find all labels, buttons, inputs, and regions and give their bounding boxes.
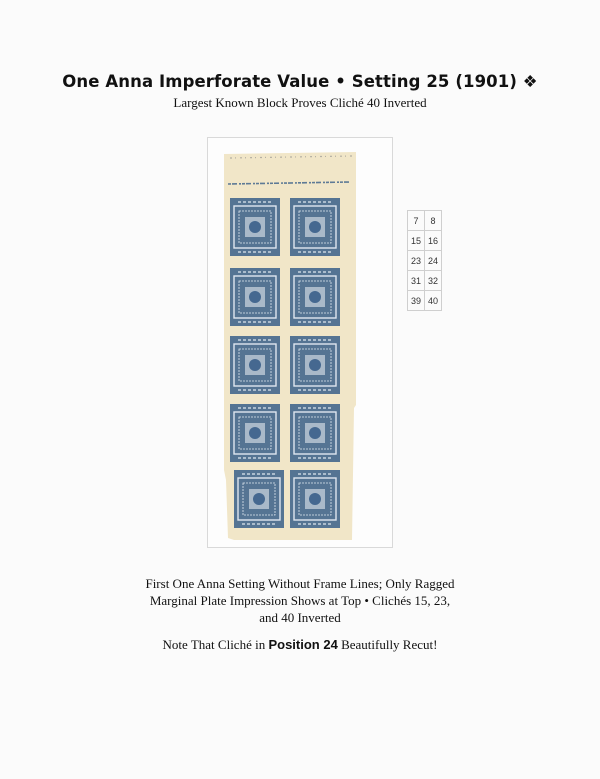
position-cell: 8 [425, 211, 442, 231]
stamp-cliche [234, 470, 284, 528]
position-grid-row [408, 291, 442, 311]
page-subtitle: Largest Known Block Proves Cliché 40 Inverted [173, 95, 427, 110]
position-cell: 16 [425, 231, 442, 251]
position-grid [407, 210, 442, 311]
stamp-cliche [290, 470, 340, 528]
stamp-cliche [290, 198, 340, 256]
position-grid-row [408, 251, 442, 271]
position-cell: 32 [425, 271, 442, 291]
position-cell: 7 [408, 211, 425, 231]
position-cell: 15 [408, 231, 425, 251]
stamp-cliche [230, 404, 280, 462]
stamp-cliche [290, 268, 340, 326]
position-grid-row [408, 211, 442, 231]
caption-line-2: Marginal Plate Impression Shows at Top • Clichés 15, 23, [149, 593, 451, 608]
position-cell: 39 [408, 291, 425, 311]
caption-line-1: First One Anna Setting Without Frame Lines; Only Ragged [145, 576, 455, 591]
note-text-before: Note That Cliché in [162, 637, 269, 652]
position-grid-row [408, 231, 442, 251]
position-cell: 31 [408, 271, 425, 291]
stamp-block-image [224, 150, 356, 540]
position-cell: 23 [408, 251, 425, 271]
note-position-highlight: Position 24 [268, 637, 338, 652]
stamp-cliche [230, 268, 280, 326]
page-title: One Anna Imperforate Value • Setting 25 (1901) ❖ [62, 72, 538, 91]
stamp-cliche [290, 336, 340, 394]
note-text-after: Beautifully Recut! [337, 637, 438, 652]
caption-line-3: and 40 Inverted [259, 610, 341, 625]
stamp-cliche [230, 198, 280, 256]
position-cell: 40 [425, 291, 442, 311]
position-cell: 24 [425, 251, 442, 271]
stamp-cliche [230, 336, 280, 394]
recut-note [0, 637, 600, 653]
stamp-cliche [290, 404, 340, 462]
caption [0, 575, 600, 626]
position-grid-row [408, 271, 442, 291]
